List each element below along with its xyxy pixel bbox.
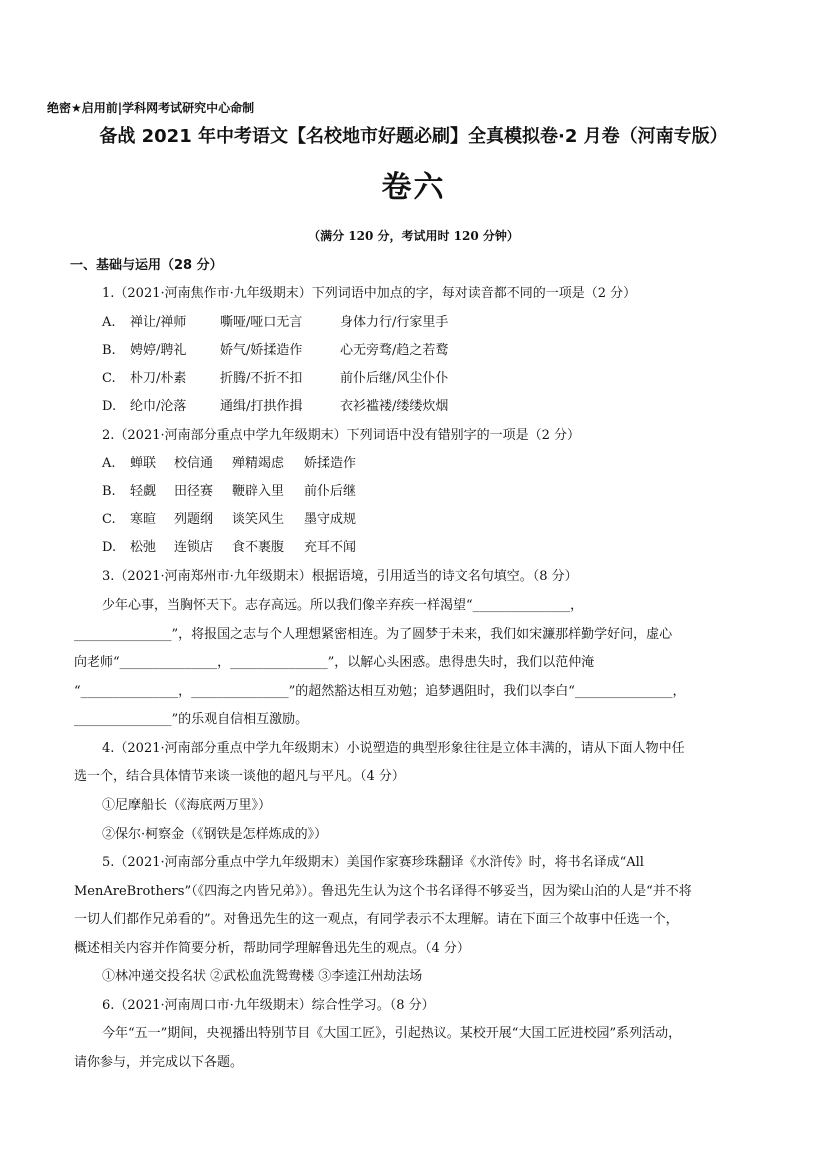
- option-label: C.: [102, 512, 116, 527]
- q3-passage-line: _______________”的乐观自信相互激励。: [74, 712, 309, 727]
- paper-subtitle: 卷六: [381, 170, 446, 205]
- confidential-meta: 绝密★启用前|学科网考试研究中心命制: [47, 101, 255, 115]
- section-heading: 一、基础与运用（28 分）: [70, 258, 223, 273]
- option-word: 寒暄: [130, 512, 157, 527]
- option-item: 朴刀/朴素: [130, 371, 187, 386]
- q2-option-b: [102, 482, 357, 502]
- q1-option-d: [102, 397, 449, 417]
- q3-passage-line: 向老师“_______________，_______________”，以解心头困惑。患得患失时，我们以范仲淹: [74, 655, 595, 670]
- question-4-stem: 4.（2021·河南部分重点中学九年级期末）小说塑造的典型形象往往是立体丰满的，请从下面人物中任: [102, 741, 685, 756]
- question-2-stem: 2.（2021·河南部分重点中学九年级期末）下列词语中没有错别字的一项是（2 分）: [102, 428, 581, 443]
- option-label: A.: [102, 315, 116, 330]
- option-word: 轻觑: [130, 484, 157, 499]
- option-word: 前仆后继: [304, 484, 357, 499]
- option-word: 校信通: [174, 456, 214, 471]
- q4-choice: ①尼摩船长（《海底两万里》）: [102, 798, 272, 813]
- option-item: 折腾/不折不扣: [220, 371, 303, 386]
- option-word: 殚精竭虑: [232, 456, 285, 471]
- option-word: 墨守成规: [304, 512, 357, 527]
- option-item: 衣衫褴褛/缕缕炊烟: [340, 399, 449, 414]
- q3-passage-line: _______________”，将报国之志与个人理想紧密相连。为了圆梦于未来，我们如宋濂那样勤学好问，虚心: [74, 627, 673, 642]
- option-label: D.: [102, 399, 117, 414]
- q4-choice: ②保尔·柯察金（《钢铁是怎样炼成的》）: [102, 827, 328, 842]
- option-word: 食不裹腹: [232, 540, 285, 555]
- option-item: 禅让/禅师: [130, 315, 187, 330]
- option-word: 列题纲: [174, 512, 214, 527]
- q3-passage-line: “_______________，_______________”的超然豁达相互劝勉；追梦遇阻时，我们以李白“_______________，: [74, 684, 686, 699]
- option-item: 身体力行/行家里手: [340, 315, 449, 330]
- option-word: 蝉联: [130, 456, 157, 471]
- question-1-stem: 1.（2021·河南焦作市·九年级期末）下列词语中加点的字，每对读音都不同的一项是（2 分）: [102, 286, 637, 301]
- option-item: 娉婷/聘礼: [130, 343, 187, 358]
- option-word: 连锁店: [174, 540, 214, 555]
- option-label: A.: [102, 456, 116, 471]
- option-item: 嘶哑/哑口无言: [220, 315, 303, 330]
- q1-option-a: [102, 313, 449, 333]
- question-5-stem-cont: 一切人们都作兄弟看的”。对鲁迅先生的这一观点，有同学表示不太理解。请在下面三个故事中任选一个，: [74, 912, 679, 927]
- question-6-stem: 6.（2021·河南周口市·九年级期末）综合性学习。（8 分）: [102, 998, 435, 1013]
- option-word: 松弛: [130, 540, 157, 555]
- q1-option-b: [102, 341, 449, 361]
- option-word: 鞭辟入里: [232, 484, 285, 499]
- option-label: D.: [102, 540, 117, 555]
- document-title: 备战 2021 年中考语文【名校地市好题必刷】全真模拟卷·2 月卷（河南专版）: [99, 126, 728, 147]
- q2-option-d: [102, 538, 357, 558]
- q2-option-c: [102, 510, 357, 530]
- q5-choices: ①林冲递交投名状 ②武松血洗鸳鸯楼 ③李逵江州劫法场: [102, 969, 423, 984]
- option-item: 纶巾/沦落: [130, 399, 187, 414]
- question-4-stem-cont: 选一个，结合具体情节来谈一谈他的超凡与平凡。（4 分）: [74, 769, 405, 784]
- option-label: B.: [102, 343, 116, 358]
- option-item: 前仆后继/风尘仆仆: [340, 371, 449, 386]
- option-word: 谈笑风生: [232, 512, 285, 527]
- question-5-stem-cont: 概述相关内容并作简要分析，帮助同学理解鲁迅先生的观点。（4 分）: [74, 941, 470, 956]
- question-5-stem-cont: MenAreBrothers”（《四海之内皆兄弟》）。鲁迅先生认为这个书名译得不够妥当，因为梁山泊的人是“并不将: [74, 884, 692, 899]
- option-item: 心无旁骛/趋之若鹜: [340, 343, 449, 358]
- option-item: 娇气/娇揉造作: [220, 343, 303, 358]
- score-info: （满分 120 分，考试用时 120 分钟）: [308, 229, 519, 243]
- option-item: 通缉/打拱作揖: [220, 399, 303, 414]
- option-label: B.: [102, 484, 116, 499]
- q6-intro-line: 请你参与，并完成以下各题。: [74, 1055, 244, 1070]
- q6-intro-line: 今年“五一”期间，央视播出特别节目《大国工匠》，引起热议。某校开展“大国工匠进校园”系列活动，: [102, 1026, 682, 1041]
- option-label: C.: [102, 371, 116, 386]
- q1-option-c: [102, 369, 449, 389]
- option-word: 充耳不闻: [304, 540, 357, 555]
- question-3-stem: 3.（2021·河南郑州市·九年级期末）根据语境，引用适当的诗文名句填空。（8 分）: [102, 569, 578, 584]
- option-word: 田径赛: [174, 484, 214, 499]
- q3-passage-line: 少年心事，当胸怀天下。志存高远。所以我们像辛弃疾一样渴望“_______________，: [102, 598, 584, 613]
- q2-option-a: [102, 454, 357, 474]
- question-5-stem: 5.（2021·河南部分重点中学九年级期末）美国作家赛珍珠翻译《水浒传》时，将书名译成“All: [102, 855, 644, 870]
- option-word: 娇揉造作: [304, 456, 357, 471]
